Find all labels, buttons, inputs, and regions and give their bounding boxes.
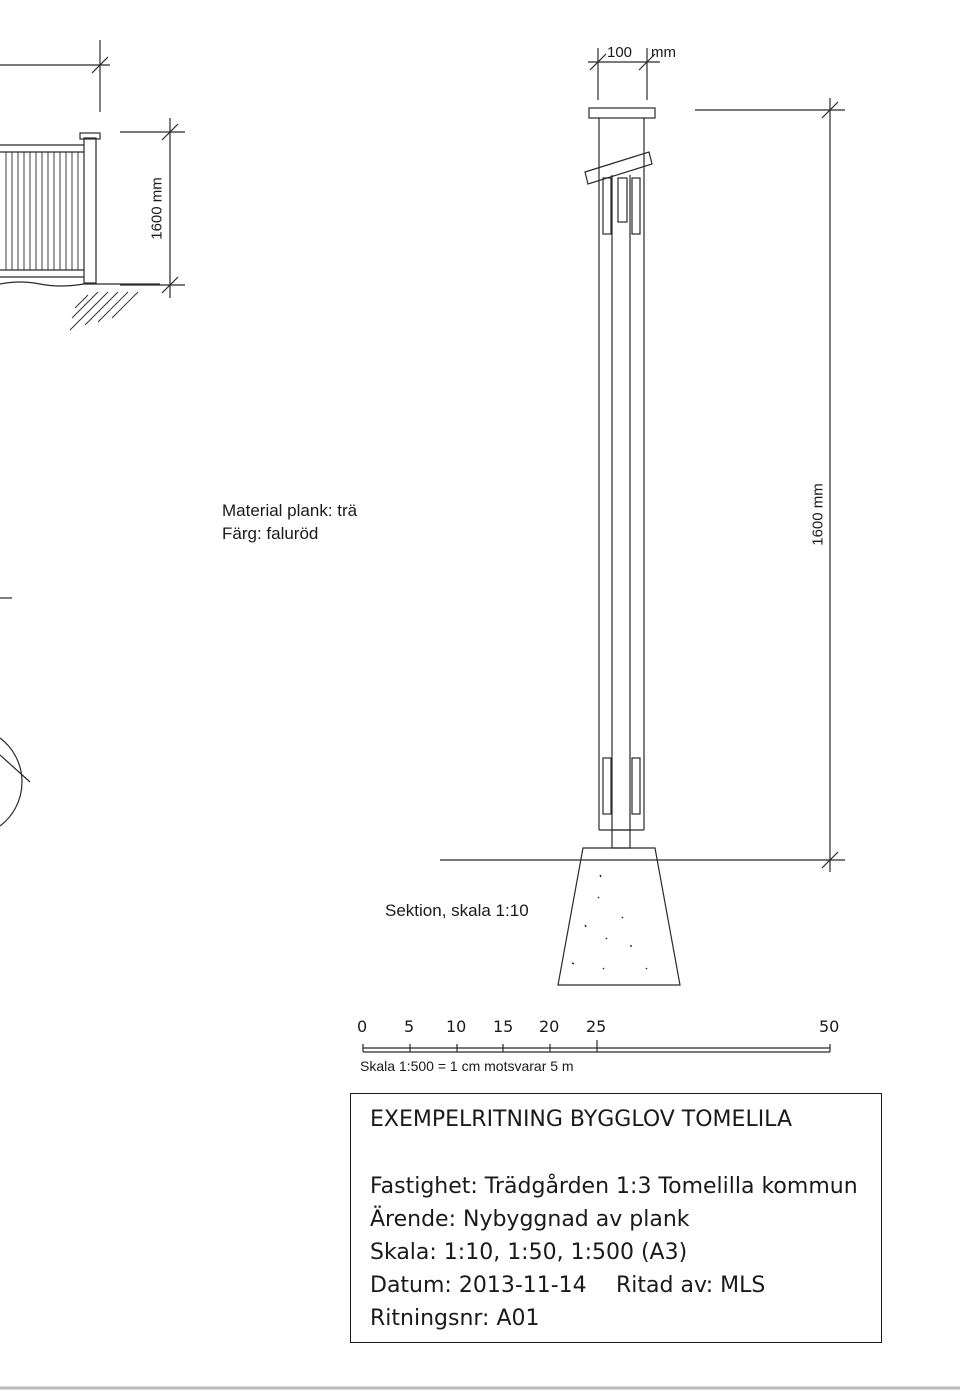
matter-line: Ärende: Nybyggnad av plank [370,1207,690,1232]
title-block [350,1093,882,1343]
scale-caption: Skala 1:500 = 1 cm motsvarar 5 m [360,1058,574,1074]
post-section [585,108,655,848]
scale-tick-label: 20 [539,1017,560,1036]
scale-tick-label: 10 [446,1017,467,1036]
scale-tick-label: 25 [586,1017,607,1036]
property-line: Fastighet: Trädgården 1:3 Tomelilla kommun [370,1174,858,1199]
drawing-number-line: Ritningsnr: A01 [370,1306,540,1331]
drawn-by-line: Ritad av: MLS [616,1273,766,1298]
date-line: Datum: 2013-11-14 [370,1273,587,1298]
title-heading: EXEMPELRITNING BYGGLOV TOMELILA [370,1107,792,1132]
scale-tick-label: 15 [493,1017,514,1036]
fence-elevation [0,133,160,286]
concrete-footing [558,848,680,985]
scale-tick-label: 50 [819,1017,840,1036]
scale-tick-label: 0 [357,1017,368,1036]
section-label: Sektion, skala 1:10 [385,901,529,920]
top-unit-label: mm [651,44,676,61]
scale-tick-label: 5 [404,1017,415,1036]
scale-line: Skala: 1:10, 1:50, 1:500 (A3) [370,1240,688,1265]
partial-circle-chord [0,755,30,782]
ground-hatch [70,292,138,330]
elevation-height-label: 1600 mm [148,177,166,240]
material-note: Material plank: trä [222,501,358,520]
top-width-label: 100 [607,44,633,61]
section-height-label: 1600 mm [809,483,827,546]
color-note: Färg: faluröd [222,524,319,543]
partial-circle-mark [0,738,22,826]
scale-bar [363,1040,830,1052]
